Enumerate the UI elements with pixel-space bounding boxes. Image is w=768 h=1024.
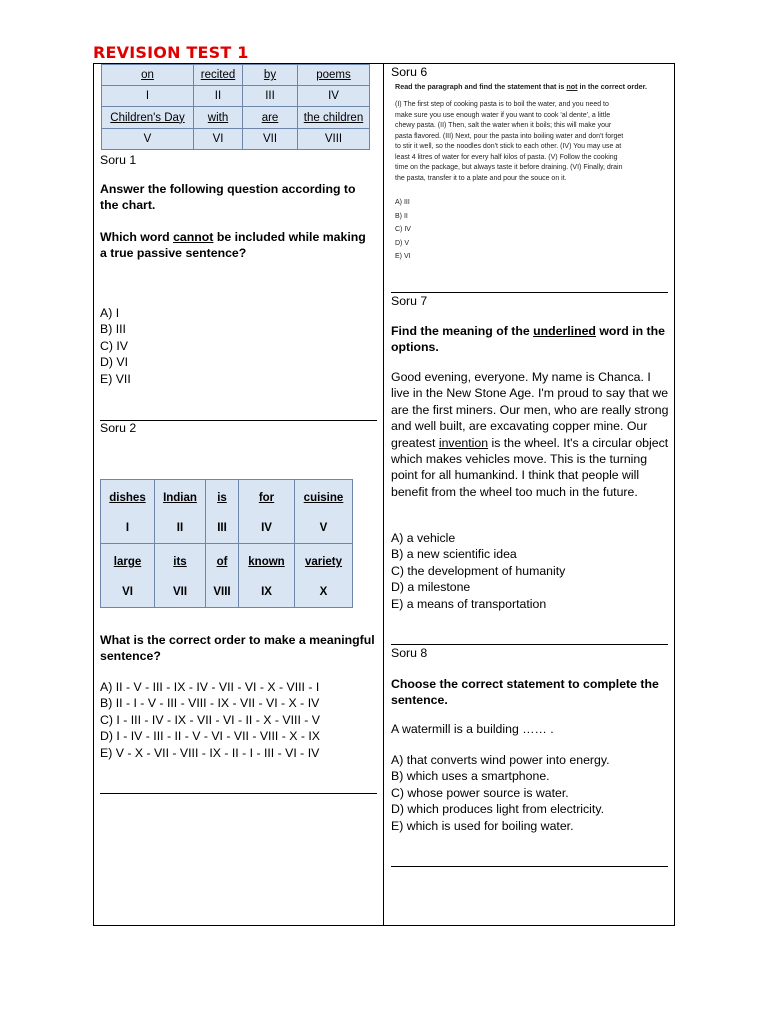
chart-cell: III	[243, 86, 298, 107]
section-rule	[391, 866, 668, 867]
option[interactable]: D) I - IV - III - II - V - VI - VII - VIII - X - IX	[100, 729, 320, 744]
chart-cell: the children	[298, 107, 370, 129]
q6-options	[395, 196, 475, 264]
option[interactable]: E) a means of transportation	[391, 596, 547, 611]
q7-options	[391, 530, 671, 612]
chart-cell: on	[102, 65, 194, 86]
option[interactable]: B) II - I - V - III - VIII - IX - VII - VI - X - IV	[100, 696, 320, 711]
chart-cell: recited	[194, 65, 243, 86]
word-cell: of VIII	[206, 544, 239, 608]
option[interactable]: C) IV	[100, 338, 129, 353]
section-rule	[100, 793, 377, 794]
chart-cell: V	[102, 129, 194, 150]
section-rule	[100, 420, 377, 421]
chart-cell: by	[243, 65, 298, 86]
chart-cell: Children's Day	[102, 107, 194, 129]
word-cell: is III	[206, 480, 239, 544]
word-cell: its VII	[155, 544, 206, 608]
q7-question: Find the meaning of the underlined word in the options.	[391, 324, 665, 355]
q8-stem: A watermill is a building …… .	[391, 722, 554, 736]
word-cell: known IX	[239, 544, 295, 608]
option[interactable]: A) that converts wind power into energy.	[391, 753, 610, 767]
option[interactable]: D) VI	[100, 355, 129, 370]
q8-question: Choose the correct statement to complete the sentence.	[391, 677, 659, 708]
word-cell: large VI	[101, 544, 155, 608]
chart-cell: are	[243, 107, 298, 129]
option[interactable]: B) a new scientific idea	[391, 547, 517, 562]
chart-cell: VIII	[298, 129, 370, 150]
q2-question: What is the correct order to make a meaningful sentence?	[100, 633, 375, 664]
option[interactable]: A) I	[100, 306, 120, 320]
q7-passage: Good evening, everyone. My name is Chanca. I live in the New Stone Age. I'm proud to say that we are the first miners. Our men, who are really strong and well built, are excavating copper mine. Our greatest invention is the wheel. It's a circular object which makes vehicles move. This is the turning point for all humankind. I think that people will benefit from the wheel too much in the future.	[391, 370, 669, 499]
q1-options	[100, 305, 375, 387]
word-cell: for IV	[239, 480, 295, 544]
option[interactable]: B) II	[395, 212, 408, 220]
option[interactable]: B) III	[100, 322, 126, 337]
option[interactable]: D) a milestone	[391, 580, 471, 595]
q2-label: Soru 2	[100, 421, 137, 435]
q6-instruction: Read the paragraph and find the statement that is not in the correct order.	[395, 82, 648, 91]
q2-options	[100, 679, 380, 761]
option[interactable]: A) a vehicle	[391, 531, 456, 545]
option[interactable]: E) VI	[395, 253, 411, 261]
q1-intro: Answer the following question according to the chart.	[100, 182, 356, 213]
option[interactable]: A) II - V - III - IX - IV - VII - VI - X - VIII - I	[100, 680, 320, 694]
option[interactable]: E) V - X - VII - VIII - IX - II - I - III - VI - IV	[100, 745, 320, 760]
chart-cell: VI	[194, 129, 243, 150]
q1-question: Which word cannot be included while making a true passive sentence?	[100, 230, 366, 261]
option[interactable]: C) I - III - IV - IX - VII - VI - II - X - VIII - V	[100, 712, 320, 727]
page-title: REVISION TEST 1	[93, 43, 249, 62]
chart-cell: VII	[243, 129, 298, 150]
q1-label: Soru 1	[100, 153, 137, 167]
word-cell: dishes I	[101, 480, 155, 544]
option[interactable]: C) IV	[395, 226, 411, 234]
option[interactable]: C) whose power source is water.	[391, 785, 569, 800]
section-rule	[391, 292, 668, 293]
q7-label: Soru 7	[391, 294, 428, 308]
chart-cell: I	[102, 86, 194, 107]
word-cell: variety X	[295, 544, 353, 608]
option[interactable]: A) III	[395, 199, 410, 206]
q8-options	[391, 752, 671, 834]
column-divider	[383, 63, 384, 926]
q2-word-table	[100, 479, 353, 608]
option[interactable]: D) V	[395, 239, 409, 247]
chart-cell: II	[194, 86, 243, 107]
option[interactable]: D) which produces light from electricity.	[391, 802, 604, 817]
option[interactable]: E) VII	[100, 371, 131, 386]
q6-label: Soru 6	[391, 65, 428, 79]
chart-cell: IV	[298, 86, 370, 107]
word-cell: Indian II	[155, 480, 206, 544]
chart-cell: with	[194, 107, 243, 129]
word-cell: cuisine V	[295, 480, 353, 544]
q8-label: Soru 8	[391, 646, 428, 660]
q1-chart	[101, 64, 370, 150]
option[interactable]: C) the development of humanity	[391, 563, 566, 578]
chart-cell: poems	[298, 65, 370, 86]
q6-passage: (I) The first step of cooking pasta is to boil the water, and you need to make sure you use enough water if you want to cook 'al dente', a little chewy pasta. (II) Then, salt the water when it boils; this will make your pasta flavored. (III) Next, pour the pasta into boiling water and don't forget to stir it well, so the noodles don't stick to each other. (IV) You may use at least 4 litres of water for every half kilos of pasta. (V) Follow the cooking time on the package, but always taste it before draining. (VI) Finally, drain the pasta, transfer it to a plate and pour the souce on it.	[395, 101, 624, 182]
option[interactable]: B) which uses a smartphone.	[391, 769, 550, 784]
section-rule	[391, 644, 668, 645]
option[interactable]: E) which is used for boiling water.	[391, 818, 574, 833]
